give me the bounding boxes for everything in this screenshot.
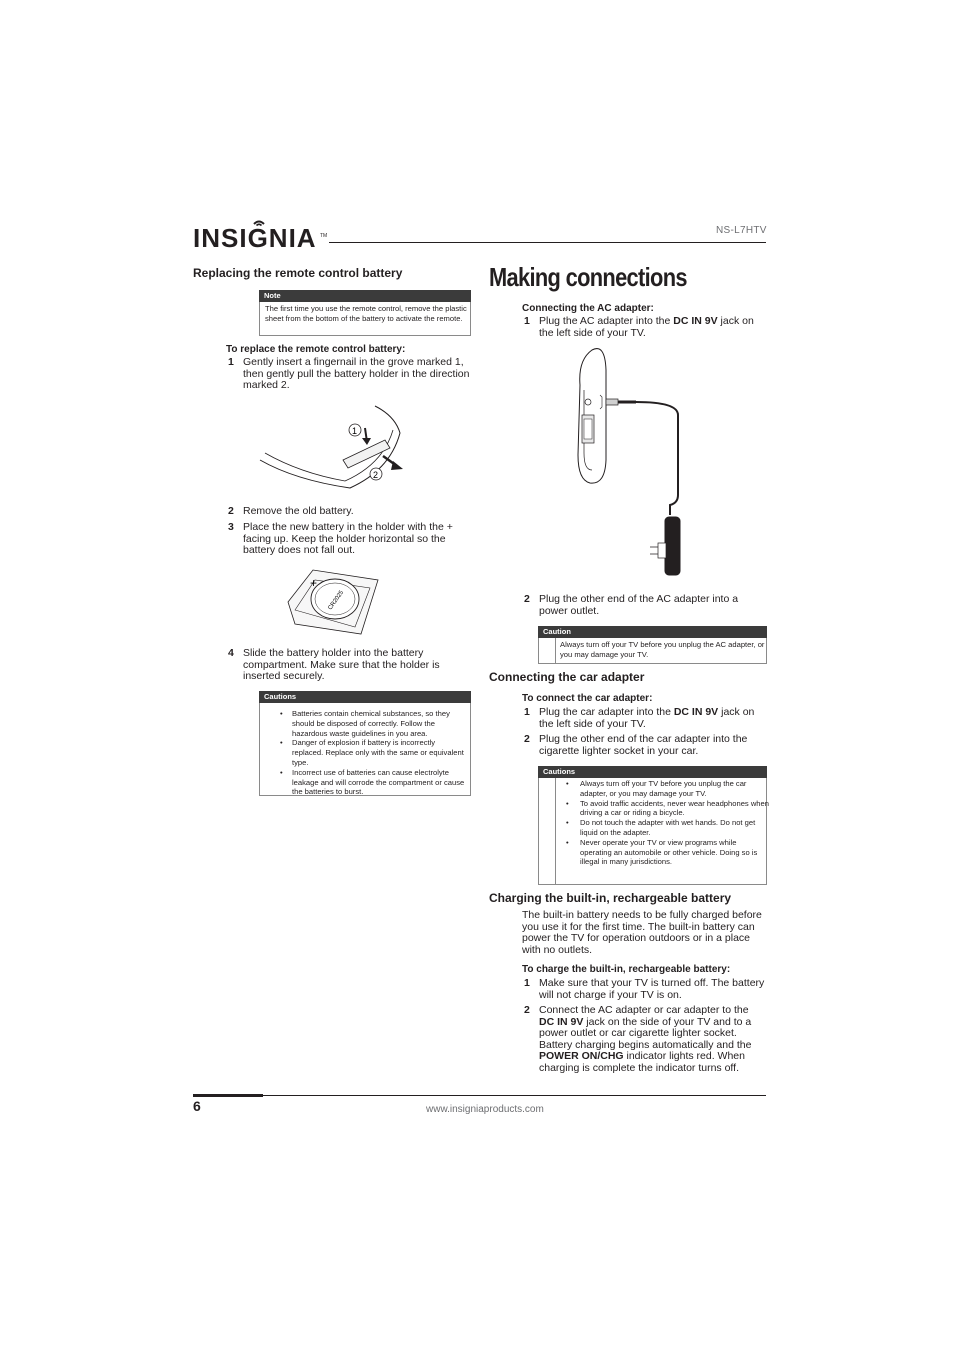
step-text: Make sure that your TV is turned off. The battery will not charge if your TV is on. xyxy=(539,977,765,1001)
procedure-title-ac: Connecting the AC adapter: xyxy=(522,303,654,314)
step-text-part: Plug the car adapter into the xyxy=(539,706,674,718)
footer-url-link[interactable]: www.insigniaproducts.com xyxy=(426,1104,544,1115)
section-title-car-adapter: Connecting the car adapter xyxy=(489,670,645,684)
note-label: Note xyxy=(259,290,471,302)
model-number: NS-L7HTV xyxy=(716,225,767,236)
section-title-replacing-battery: Replacing the remote control battery xyxy=(193,266,403,280)
cautions-label: Cautions xyxy=(538,766,767,778)
step-text: Plug the other end of the car adapter into the cigarette lighter socket in your car. xyxy=(539,733,748,757)
list-item: • Always turn off your TV before you unplug the car adapter, or you may damage your TV. xyxy=(566,779,770,799)
insignia-logo xyxy=(193,218,328,252)
step-number: 1 xyxy=(524,315,530,327)
step-text-part: Connect the AC adapter or car adapter to the xyxy=(539,1004,749,1016)
page-title: Making connections xyxy=(489,262,687,292)
battery-plus-label: + xyxy=(310,576,318,590)
procedure-title-replace-battery: To replace the remote control battery: xyxy=(226,344,406,355)
step-number: 1 xyxy=(228,356,234,368)
step-number: 3 xyxy=(228,521,234,533)
step-text-part: Plug the AC adapter into the xyxy=(539,315,674,327)
step-number: 2 xyxy=(524,733,530,745)
jack-name: DC IN 9V xyxy=(539,1015,584,1028)
procedure-title-charge: To charge the built-in, rechargeable battery: xyxy=(522,964,731,975)
indicator-name: POWER ON/CHG xyxy=(539,1050,624,1062)
footer-rule-accent xyxy=(193,1094,263,1097)
remote-battery-figure xyxy=(255,398,415,493)
insignia-logo-graphic xyxy=(193,218,328,252)
trademark-text: TM xyxy=(320,233,328,239)
caution-text: Always turn off your TV before you unplug the AC adapter, or you may damage your TV. xyxy=(555,638,766,664)
list-item: • Never operate your TV or view programs while operating an automobile or other vehicle. Doing so is illegal in many jurisdictions. xyxy=(566,838,770,867)
ac-adapter-figure xyxy=(570,345,690,580)
jack-name: DC IN 9V xyxy=(673,706,719,718)
list-item: • Do not touch the adapter with wet hands. Do not get liquid on the adapter. xyxy=(566,818,770,838)
charging-intro: The built-in battery needs to be fully charged before you use it for the first time. The built-in battery can power the TV for operation outdoors or in a place with no outlets. xyxy=(522,909,762,956)
cautions-list xyxy=(280,703,468,797)
battery-model-label: CR2025 xyxy=(327,589,346,612)
footer-rule xyxy=(193,1095,766,1096)
cautions-box-battery xyxy=(259,691,471,796)
step-text: Remove the old battery. xyxy=(243,505,354,517)
step-text-part: jack on the left side of your TV. xyxy=(539,706,755,730)
battery-holder-figure xyxy=(285,562,385,640)
figure-label-1: 1 xyxy=(352,426,358,436)
step-number: 2 xyxy=(524,593,530,605)
step-text: Slide the battery holder into the battery compartment. Make sure that the holder is inserted securely. xyxy=(243,647,440,682)
step-text: Gently insert a fingernail in the grove marked 1, then gently pull the battery holder in the direction marked 2. xyxy=(243,356,470,391)
procedure-title-car: To connect the car adapter: xyxy=(522,693,653,704)
cautions-label: Cautions xyxy=(259,691,471,703)
note-box xyxy=(259,290,471,336)
step-text-part: jack on the side of your TV and to a power outlet or car cigarette lighter socket. Battery charging begins automatically and the xyxy=(539,1015,752,1051)
figure-label-2: 2 xyxy=(373,470,379,480)
step-text xyxy=(539,1005,763,1074)
step-number: 2 xyxy=(228,505,234,517)
step-text-part: indicator lights red. When charging is complete the indicator turns off. xyxy=(539,1050,745,1074)
caution-box-ac xyxy=(538,626,767,664)
note-text: The first time you use the remote control, remove the plastic sheet from the bottom of the battery to activate the remote. xyxy=(265,304,467,323)
cautions-list xyxy=(555,778,770,884)
list-item: • To avoid traffic accidents, never wear headphones when driving a car or riding a bicycle. xyxy=(566,799,770,819)
cautions-box-car xyxy=(538,766,767,885)
caution-label: Caution xyxy=(538,626,767,638)
step-text-part: jack on the left side of your TV. xyxy=(539,315,754,339)
step-number: 2 xyxy=(524,1004,530,1016)
list-item: • Danger of explosion if battery is incorrectly replaced. Replace only with the same or equivalent type. xyxy=(280,738,468,767)
section-title-charging: Charging the built-in, rechargeable battery xyxy=(489,891,732,905)
step-text xyxy=(539,707,764,730)
list-item: • Incorrect use of batteries can cause electrolyte leakage and will corrode the compartment or cause the batteries to burst. xyxy=(280,768,468,797)
step-text xyxy=(539,316,764,339)
step-text: Plug the other end of the AC adapter into a power outlet. xyxy=(539,593,739,617)
page-number: 6 xyxy=(193,1098,201,1114)
jack-name: DC IN 9V xyxy=(673,315,718,327)
list-item: • Batteries contain chemical substances, so they should be disposed of correctly. Follow the hazardous waste guidelines in you area. xyxy=(280,709,468,738)
brand-text: INSIGNIA xyxy=(193,223,317,253)
step-number: 1 xyxy=(524,706,530,718)
step-text: Place the new battery in the holder with the + facing up. Keep the holder horizontal so the battery does not fall out. xyxy=(243,521,453,556)
header-rule xyxy=(329,242,766,243)
step-number: 1 xyxy=(524,977,530,989)
step-number: 4 xyxy=(228,647,234,659)
